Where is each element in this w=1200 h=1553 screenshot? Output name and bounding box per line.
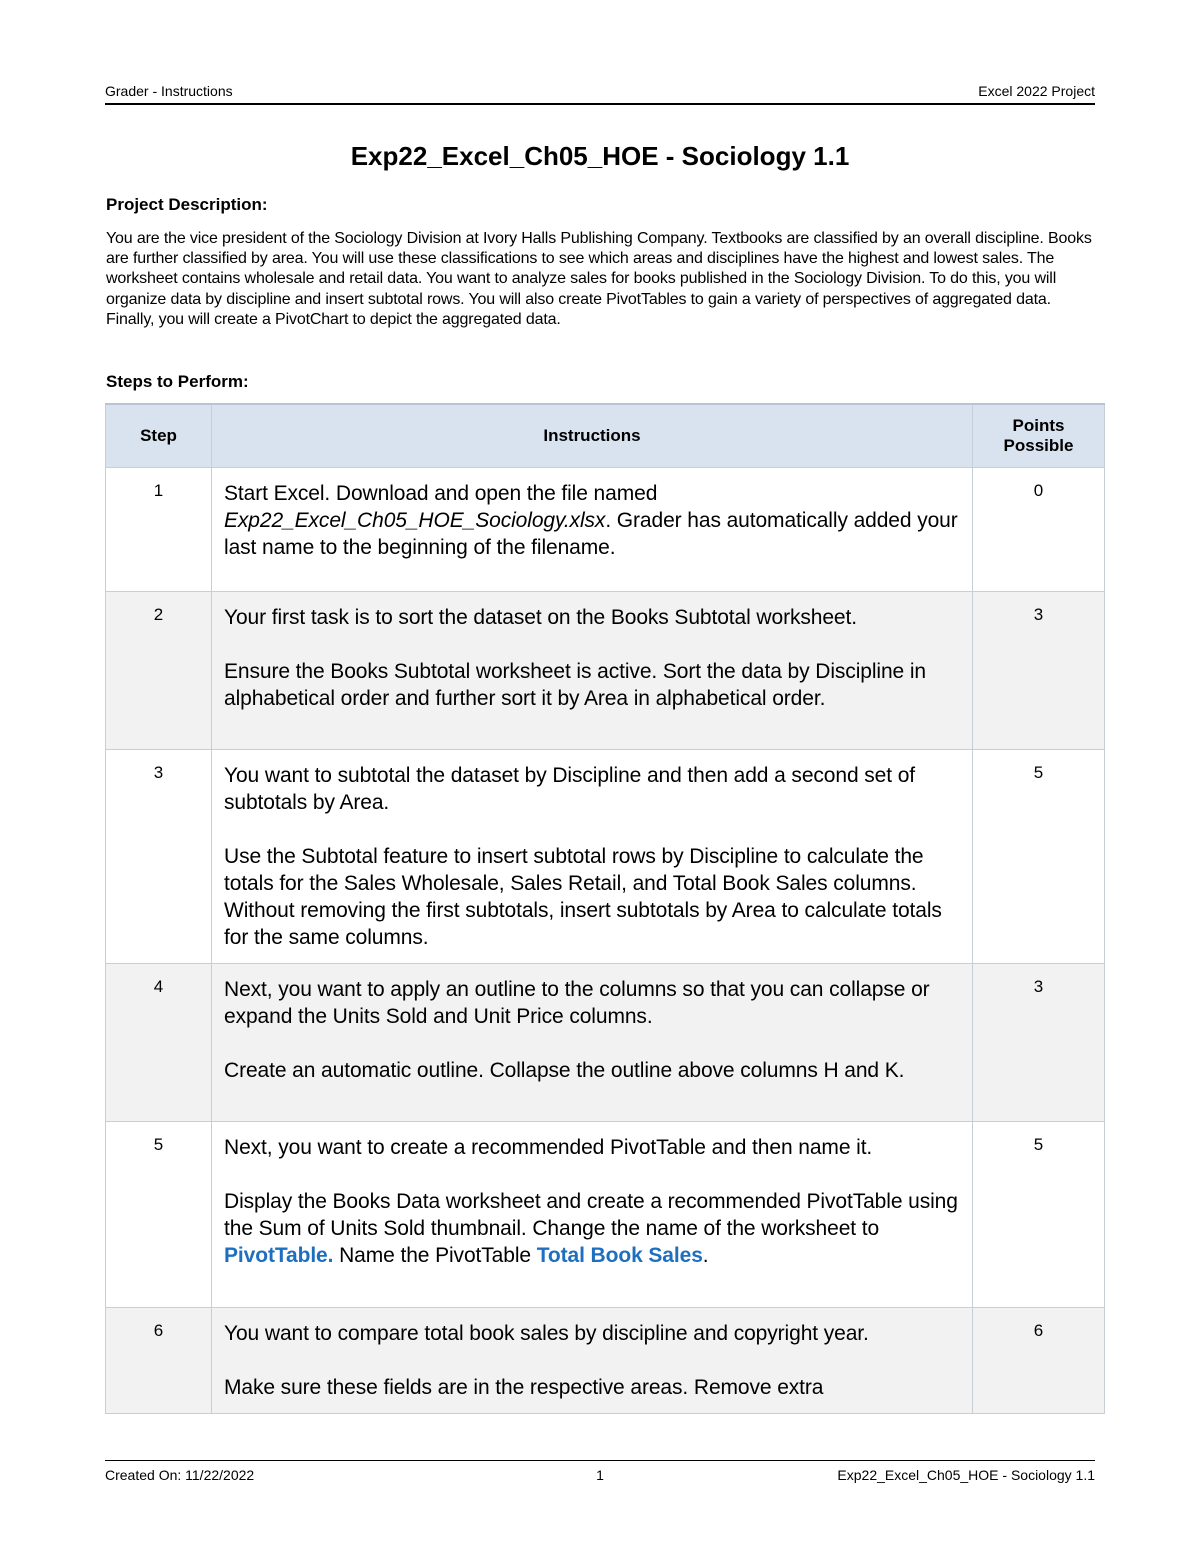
- instr-text: Your first task is to sort the dataset on the Books Subtotal worksheet.: [224, 606, 857, 629]
- steps-table: [105, 403, 1105, 1414]
- instr-text: You want to subtotal the dataset by Discipline and then add a second set of subtotals by Area.: [224, 764, 916, 814]
- table-row: [106, 468, 1105, 592]
- table-header-row: [106, 404, 1105, 468]
- header-points-line2: Possible: [1003, 436, 1074, 455]
- instr-text: Make sure these fields are in the respective areas. Remove extra: [224, 1376, 824, 1399]
- step-points: 3: [973, 964, 1105, 1122]
- step-number: 3: [106, 750, 212, 964]
- instr-text: . Grader has automatically added your last name to the beginning of the filename.: [224, 509, 958, 559]
- step-instructions: [212, 964, 973, 1122]
- table-row: [106, 964, 1105, 1122]
- footer-page-number: 1: [596, 1467, 604, 1483]
- instr-text: Display the Books Data worksheet and create a recommended PivotTable using the Sum of Units Sold thumbnail. Change the name of the worksheet to: [224, 1190, 958, 1240]
- header-points-line1: Points: [1012, 416, 1065, 435]
- step-instructions: [212, 1122, 973, 1308]
- table-row: [106, 1308, 1105, 1414]
- instr-text: Use the Subtotal feature to insert subtotal rows by Discipline to calculate the totals for the Sales Wholesale, Sales Retail, and Total Book Sales columns. Without removing the first subtotals, insert subtotals by Area to calculate totals for the same columns.: [224, 845, 942, 949]
- instr-text: .: [702, 1244, 709, 1267]
- steps-label: Steps to Perform:: [106, 372, 249, 391]
- header-points: [973, 404, 1105, 468]
- header-right: Excel 2022 Project: [978, 83, 1095, 99]
- table-row: [106, 1122, 1105, 1308]
- step-number: 5: [106, 1122, 212, 1308]
- instr-text: Create an automatic outline. Collapse the outline above columns H and K.: [224, 1059, 905, 1082]
- step-points: 3: [973, 592, 1105, 750]
- header-instructions: Instructions: [212, 404, 973, 468]
- pivot-name-highlight: Total Book Sales: [536, 1244, 703, 1267]
- instr-text: You want to compare total book sales by discipline and copyright year.: [224, 1322, 869, 1345]
- step-instructions: [212, 592, 973, 750]
- step-number: 4: [106, 964, 212, 1122]
- step-points: 6: [973, 1308, 1105, 1414]
- instr-text: Name the PivotTable: [333, 1244, 537, 1267]
- project-description-label: Project Description:: [106, 195, 268, 214]
- table-row: [106, 592, 1105, 750]
- page-header: [105, 83, 1095, 105]
- page-footer: [105, 1460, 1095, 1485]
- step-number: 1: [106, 468, 212, 592]
- page-title: Exp22_Excel_Ch05_HOE - Sociology 1.1: [350, 141, 850, 171]
- step-number: 6: [106, 1308, 212, 1414]
- step-instructions: [212, 750, 973, 964]
- filename-text: Exp22_Excel_Ch05_HOE_Sociology.xlsx: [224, 509, 606, 532]
- step-number: 2: [106, 592, 212, 750]
- instr-text: Next, you want to apply an outline to the columns so that you can collapse or expand the Units Sold and Unit Price columns.: [224, 978, 930, 1028]
- instr-text: Next, you want to create a recommended PivotTable and then name it.: [224, 1136, 873, 1159]
- footer-doc-title: Exp22_Excel_Ch05_HOE - Sociology 1.1: [837, 1467, 1095, 1483]
- step-points: 5: [973, 750, 1105, 964]
- step-points: 0: [973, 468, 1105, 592]
- step-instructions: [212, 1308, 973, 1414]
- instr-text: Start Excel. Download and open the file named: [224, 482, 658, 505]
- footer-created-on: Created On: 11/22/2022: [105, 1467, 255, 1483]
- table-row: [106, 750, 1105, 964]
- sheet-name-highlight: PivotTable.: [224, 1244, 334, 1267]
- step-points: 5: [973, 1122, 1105, 1308]
- instr-text: Ensure the Books Subtotal worksheet is active. Sort the data by Discipline in alphabetical order and further sort it by Area in alphabetical order.: [224, 660, 927, 710]
- header-left: Grader - Instructions: [105, 83, 233, 99]
- step-instructions: [212, 468, 973, 592]
- project-description: You are the vice president of the Sociology Division at Ivory Halls Publishing Company. Textbooks are classified by an overall discipline. Books are further classified by area. You will use these classifications to see which areas and disciplines have the highest and lowest sales. The worksheet contains wholesale and retail data. You want to analyze sales for books published in the Sociology Division. To do this, you will organize data by discipline and insert subtotal rows. You will also create PivotTables to gain a variety of perspectives of aggregated data. Finally, you will create a PivotChart to depict the aggregated data.: [106, 230, 1092, 328]
- header-step: Step: [106, 404, 212, 468]
